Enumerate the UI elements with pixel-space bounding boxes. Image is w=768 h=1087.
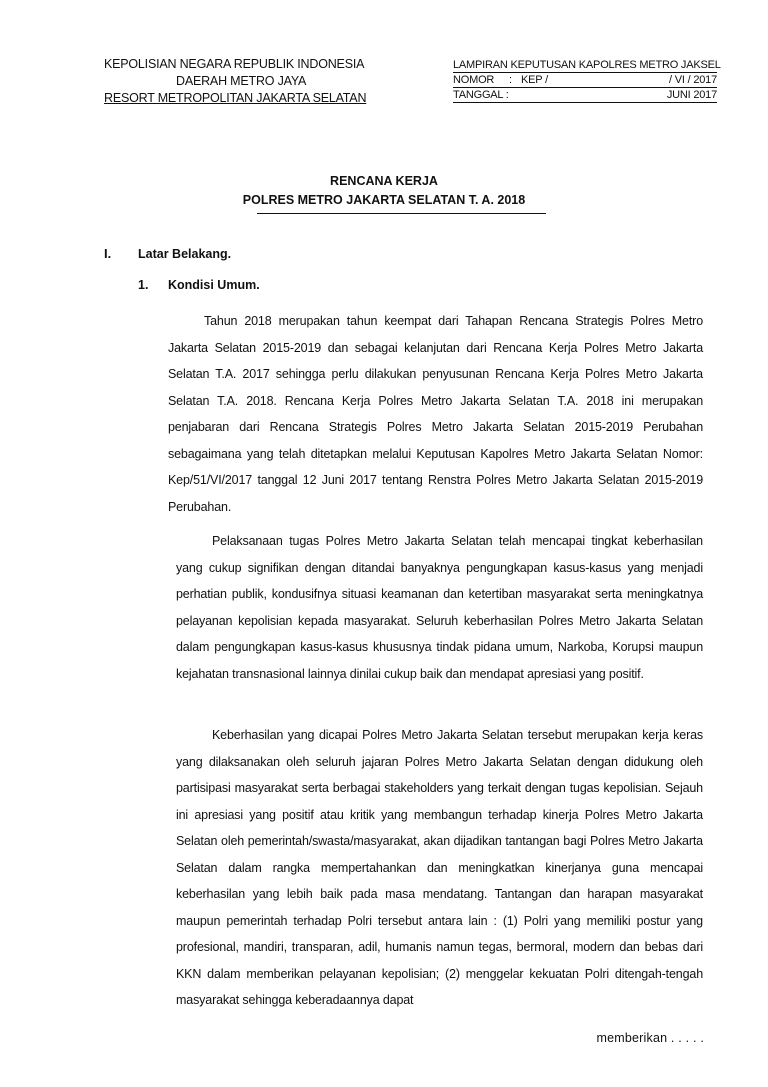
org-line-2: DAERAH METRO JAYA [176,74,307,88]
page-continuation-word: memberikan . . . . . [596,1031,704,1045]
lampiran-text: LAMPIRAN KEPUTUSAN KAPOLRES METRO JAKSEL [453,59,721,71]
subsection-title: Kondisi Umum. [168,278,260,292]
section-number: I. [104,246,112,261]
section-title: Latar Belakang. [138,247,232,261]
nomor-row [453,73,717,88]
tanggal-value: JUNI 2017 [666,89,717,101]
document-subtitle: POLRES METRO JAKARTA SELATAN T. A. 2018 [242,193,526,207]
document-title: RENCANA KERJA [330,174,438,188]
org-line-3: RESORT METROPOLITAN JAKARTA SELATAN [104,91,367,105]
nomor-value: KEP / [521,74,548,86]
paragraph-3: Keberhasilan yang dicapai Polres Metro Jakarta Selatan tersebut merupakan kerja keras yang dilaksanakan oleh seluruh jajaran Polres Metro Jakarta Selatan dengan didukung oleh partisipasi masyarakat serta berbagai stakeholders yang terkait dengan tugas kepolisian. Sejauh ini apresiasi yang positif atau kritik yang membangun terhadap kinerja Polres Metro Jakarta Selatan oleh pemerintah/swasta/masyarakat, akan dijadikan tantangan bagi Polres Metro Jakarta Selatan dalam rangka mempertahankan dan meningkatkan kinerjanya guna mencapai keberhasilan yang lebih baik pada masa mendatang. Tantangan dan harapan masyarakat maupun pemerintah terhadap Polri tersebut antara lain : (1) Polri yang memiliki postur yang profesional, mandiri, transparan, adil, humanis namun tegas, bermoral, modern dan bebas dari KKN dalam memberikan pelayanan kepolisian; (2) menggelar kekuatan Polri ditengah-tengah masyarakat sehingga keberadaannya dapat [176,728,703,1007]
lampiran-row [453,58,721,73]
subsection-number: 1. [138,278,149,292]
tanggal-label: TANGGAL : [453,89,509,101]
issuing-authority-block [104,56,394,107]
tanggal-row [453,88,717,103]
nomor-label: NOMOR [453,74,495,86]
nomor-colon: : [509,74,512,86]
paragraph-2: Pelaksanaan tugas Polres Metro Jakarta Selatan telah mencapai tingkat keberhasilan yang cukup signifikan dengan ditandai banyaknya pengungkapan kasus-kasus yang menjadi perhatian publik, kondusifnya situasi keamanan dan ketertiban masyarakat serta meningkatnya pelayanan kepolisian kepada masyarakat. Seluruh keberhasilan Polres Metro Jakarta Selatan dalam pengungkapan kasus-kasus khususnya tindak pidana umum, Narkoba, Korupsi maupun kejahatan transnasional lainnya dinilai cukup baik dan mendapat apresiasi yang positif. [176,534,703,681]
title-underline [257,213,546,214]
nomor-date-part: / VI / 2017 [669,74,717,86]
org-line-1: KEPOLISIAN NEGARA REPUBLIK INDONESIA [104,57,365,71]
attachment-reference-block [453,58,721,103]
paragraph-1: Tahun 2018 merupakan tahun keempat dari Tahapan Rencana Strategis Polres Metro Jakarta Selatan 2015-2019 dan sebagai kelanjutan dari Rencana Kerja Polres Metro Jakarta Selatan T.A. 2017 sehingga perlu dilakukan penyusunan Rencana Kerja Polres Metro Jakarta Selatan T.A. 2018. Rencana Kerja Polres Metro Jakarta Selatan T.A. 2018 ini merupakan penjabaran dari Rencana Strategis Polres Metro Jakarta Selatan 2015-2019 Perubahan sebagaimana yang telah ditetapkan melalui Keputusan Kapolres Metro Jakarta Selatan Nomor: Kep/51/VI/2017 tanggal 12 Juni 2017 tentang Renstra Polres Metro Jakarta Selatan 2015-2019 Perubahan. [168,314,703,514]
